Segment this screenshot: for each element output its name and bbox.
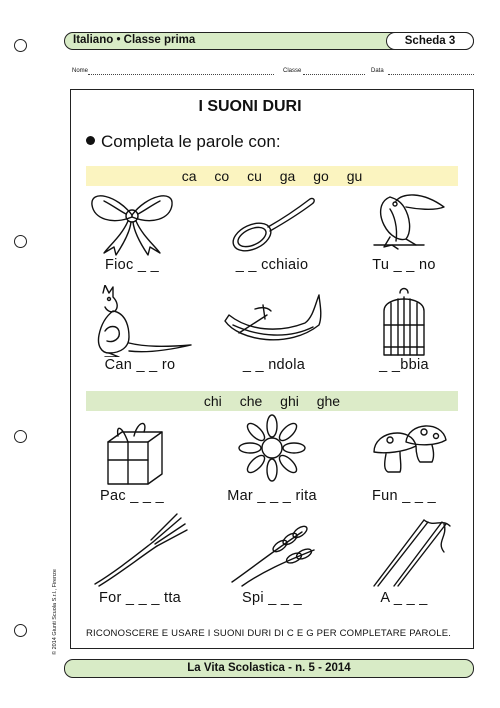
mushrooms-cell	[344, 412, 464, 504]
syllable-band-1	[86, 166, 458, 186]
daisy-cell	[212, 412, 332, 504]
instruction-text: Completa le parole con:	[101, 132, 281, 151]
instruction	[86, 132, 281, 152]
daisy-icon	[222, 412, 322, 488]
word-4: Can _ _ ro	[104, 357, 176, 373]
fork-icon	[85, 512, 195, 590]
word-7: Pac _ _ _	[100, 488, 164, 504]
gondola-cell	[214, 285, 334, 373]
footer-bar: La Vita Scolastica - n. 5 - 2014	[64, 659, 474, 678]
word-1: Fioc _ _	[105, 257, 159, 273]
word-9: Fun _ _ _	[372, 488, 436, 504]
syllable: ghi	[280, 393, 299, 409]
kangaroo-cell	[80, 285, 200, 373]
syllable: gu	[346, 168, 363, 184]
bow-cell	[72, 187, 192, 273]
wheat-cell	[212, 512, 332, 606]
word-10: For _ _ _ tta	[98, 590, 182, 606]
syllable: che	[239, 393, 263, 409]
cage-cell	[344, 285, 464, 373]
package-icon	[82, 412, 182, 488]
gondola-icon	[219, 285, 329, 357]
binder-hole-4	[14, 624, 27, 637]
date-field[interactable]	[388, 74, 474, 75]
syllable: ga	[279, 168, 296, 184]
word-6: _ _bbia	[379, 357, 429, 373]
syllable: co	[214, 168, 230, 184]
mushrooms-icon	[354, 412, 454, 488]
spoon-icon	[222, 187, 322, 257]
class-label: Classe	[283, 68, 302, 74]
binder-hole-2	[14, 235, 27, 248]
binder-hole-1	[14, 39, 27, 52]
bow-icon	[82, 187, 182, 257]
kangaroo-icon	[85, 285, 195, 357]
syllable: ghe	[316, 393, 341, 409]
cage-icon	[354, 285, 454, 357]
word-3: Tu _ _ no	[372, 257, 436, 273]
word-12: A _ _ _	[380, 590, 428, 606]
bullet-icon	[86, 136, 95, 145]
spoon-cell	[212, 187, 332, 273]
word-8: Mar _ _ _ rita	[227, 488, 317, 504]
syllable: ca	[181, 168, 197, 184]
name-label: Nome	[72, 68, 89, 74]
subject-label: Italiano • Classe prima	[73, 34, 196, 46]
fork-cell	[80, 512, 200, 606]
syllable: chi	[203, 393, 222, 409]
date-label: Data	[371, 68, 384, 74]
header-bar	[64, 32, 474, 50]
word-2: _ _ cchiaio	[235, 257, 309, 273]
copyright-text: © 2014 Giunti Scuola S.r.l., Firenze	[52, 569, 58, 655]
binder-hole-3	[14, 430, 27, 443]
package-cell	[72, 412, 192, 504]
toucan-cell	[344, 187, 464, 273]
class-field[interactable]	[303, 74, 365, 75]
name-field[interactable]	[88, 74, 274, 75]
sheet-label: Scheda 3	[386, 32, 474, 50]
toucan-icon	[354, 187, 454, 257]
needles-cell	[344, 512, 464, 606]
syllable: cu	[247, 168, 262, 184]
learning-objective: RICONOSCERE E USARE I SUONI DURI DI C E G PER COMPLETARE PAROLE.	[86, 628, 452, 639]
syllable: go	[313, 168, 329, 184]
needles-icon	[354, 512, 454, 590]
word-11: Spi _ _ _	[242, 590, 302, 606]
word-5: _ _ ndola	[242, 357, 306, 373]
page-title: I SUONI DURI	[198, 98, 302, 115]
wheat-ears-icon	[222, 512, 322, 590]
syllable-band-2	[86, 391, 458, 411]
